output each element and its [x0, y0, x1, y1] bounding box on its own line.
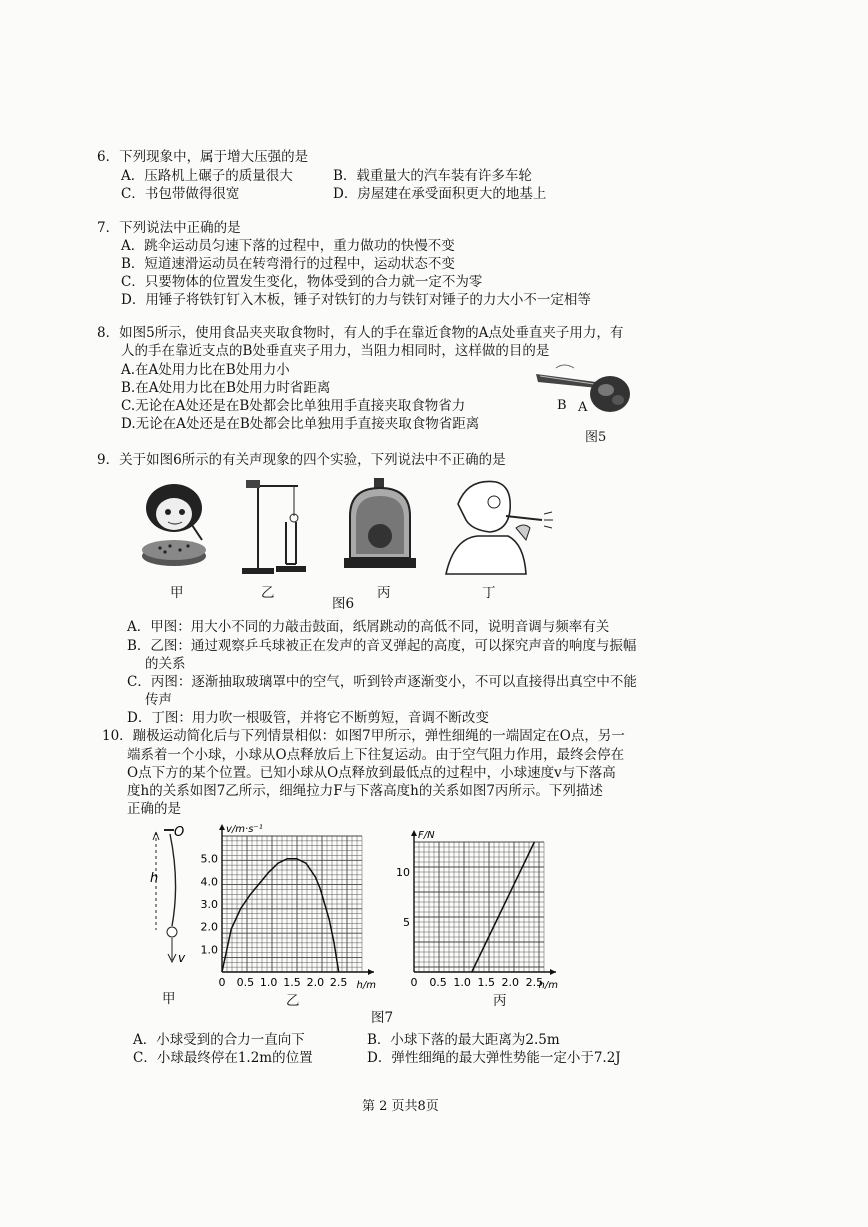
y-axis-label: F/N [418, 830, 435, 841]
fig6-caption: 图6 [332, 596, 355, 612]
q7-option-d: D．用锤子将铁钉钉入木板，锤子对铁钉的力与铁钉对锤子的力大小不一定相等 [121, 292, 591, 308]
y-tick-label: 1.0 [200, 943, 218, 957]
x-axis-arrow [368, 969, 374, 975]
q7-option-c: C．只要物体的位置发生变化，物体受到的合力就一定不为零 [121, 274, 483, 290]
fig7-label-v: v [178, 951, 186, 965]
q10-stem-line1: 10．蹦极运动简化后与下列情景相似：如图7甲所示，弹性细绳的一端固定在O点，另一 [102, 728, 625, 744]
q10-option-a: A．小球受到的合力一直向下 [133, 1032, 305, 1048]
q8-option-b: B.在A处用力比在B处用力时省距离 [121, 380, 331, 396]
page-footer: 第 2 页共8页 [362, 1099, 439, 1114]
straw-blowing-illustration [438, 474, 556, 576]
fig7-label-jia: 甲 [162, 991, 176, 1007]
y-tick-label: 10 [396, 866, 410, 879]
q9-stem: 9．关于如图6所示的有关声现象的四个实验，下列说法中不正确的是 [97, 452, 506, 468]
x-tick-label: 1.0 [453, 976, 471, 989]
q8-option-c: C.无论在A处还是在B处都会比单独用手直接夹取食物省力 [121, 398, 466, 414]
q9-option-b-line2: 的关系 [145, 656, 186, 672]
q7-stem: 7．下列说法中正确的是 [97, 220, 241, 236]
q9-option-d: D．丁图：用力吹一根吸管，并将它不断剪短，音调不断改变 [127, 710, 489, 726]
y-axis-label: v/m·s⁻¹ [226, 824, 263, 835]
q8-option-a: A.在A处用力比在B处用力小 [121, 362, 290, 378]
q6-option-c: C．书包带做得很宽 [121, 186, 240, 202]
q7-option-a: A．跳伞运动员匀速下落的过程中，重力做功的快慢不变 [121, 238, 455, 254]
fig5-caption: 图5 [585, 430, 607, 445]
x-tick-label: 0 [218, 976, 226, 989]
fig5-label-a: A [578, 400, 588, 415]
q6-stem: 6．下列现象中，属于增大压强的是 [97, 149, 309, 165]
x-tick-label: 2.0 [501, 976, 520, 989]
x-tick-label: 1.0 [259, 976, 278, 989]
fig7-label-o: O [174, 825, 185, 840]
q8-stem-line1: 8．如图5所示，使用食品夹夹取食物时，有人的手在靠近食物的A点处垂直夹子用力，有 [97, 325, 624, 341]
elastic-cord-diagram [148, 822, 196, 978]
q9-option-b-line1: B．乙图：通过观察乒乓球被正在发声的音叉弹起的高度，可以探究声音的响度与振幅 [127, 638, 637, 654]
q10-stem-line2: 端系着一个小球，小球从O点释放后上下往复运动。由于空气阻力作用，最终会停在 [127, 747, 625, 763]
drum-experiment-illustration [130, 478, 220, 576]
y-axis-arrow [219, 824, 225, 830]
x-tick-label: 0.5 [236, 976, 255, 989]
fig7-label-yi: 乙 [286, 993, 300, 1009]
fig6-label-jia: 甲 [170, 585, 184, 601]
x-tick-label: 1.5 [477, 976, 495, 989]
force-height-chart [392, 814, 578, 994]
q6-option-a: A．压路机上碾子的质量很大 [121, 168, 293, 184]
x-tick-label: 0.5 [429, 976, 447, 989]
series-line [222, 859, 339, 972]
q10-stem-line5: 正确的是 [127, 801, 181, 817]
q10-option-c: C．小球最终停在1.2m的位置 [133, 1050, 313, 1066]
y-tick-label: 2.0 [200, 920, 218, 934]
velocity-height-chart [196, 814, 390, 994]
q10-stem-line4: 度h的关系如图7乙所示，细绳拉力F与下落高度h的关系如图7丙所示。下列描述 [127, 783, 603, 799]
fig6-label-bing: 丙 [377, 585, 391, 601]
x-tick-label: 2.5 [329, 976, 348, 989]
y-tick-label: 4.0 [200, 875, 218, 889]
fig6-label-yi: 乙 [261, 585, 275, 601]
fig6-label-ding: 丁 [482, 585, 496, 601]
q9-option-c-line1: C．丙图：逐渐抽取玻璃罩中的空气，听到铃声逐渐变小，不可以直接得出真空中不能 [127, 674, 637, 690]
fig7-label-h: h [150, 871, 159, 886]
q10-stem-line3: O点下方的某个位置。已知小球从O点释放到最低点的过程中，小球速度v与下落高 [127, 765, 616, 781]
q8-option-d: D.无论在A处还是在B处都会比单独用手直接夹取食物省距离 [121, 416, 480, 432]
q6-option-d: D．房屋建在承受面积更大的地基上 [333, 186, 547, 202]
tuning-fork-illustration [236, 478, 306, 576]
x-tick-label: 2.0 [306, 976, 325, 989]
q6-option-b: B．载重量大的汽车装有许多车轮 [333, 168, 532, 184]
y-axis-arrow [411, 830, 417, 836]
fig7-caption: 图7 [371, 1010, 394, 1026]
x-tick-label: 1.5 [283, 976, 301, 989]
bell-jar-illustration [340, 478, 420, 576]
fig5-label-b: B [557, 398, 567, 413]
x-axis-arrow [550, 969, 556, 975]
x-tick-label: 0 [410, 976, 418, 989]
q9-option-c-line2: 传声 [145, 692, 172, 708]
y-tick-label: 5.0 [200, 852, 218, 866]
x-axis-label: h/m [538, 980, 558, 991]
q9-option-a: A．甲图：用大小不同的力敲击鼓面，纸屑跳动的高低不同，说明音调与频率有关 [127, 619, 610, 635]
x-tick-label: 2.5 [525, 976, 544, 989]
q10-option-d: D．弹性细绳的最大弹性势能一定小于7.2J [367, 1050, 621, 1066]
q8-stem-line2: 人的手在靠近支点的B处垂直夹子用力，当阻力相同时，这样做的目的是 [121, 343, 550, 359]
x-axis-label: h/m [356, 980, 376, 991]
q7-option-b: B．短道速滑运动员在转弯滑行的过程中，运动状态不变 [121, 256, 455, 272]
y-tick-label: 3.0 [200, 898, 218, 911]
q10-option-b: B．小球下落的最大距离为2.5m [367, 1032, 560, 1048]
y-tick-label: 5 [403, 916, 410, 929]
fig7-label-bing: 丙 [493, 993, 507, 1009]
